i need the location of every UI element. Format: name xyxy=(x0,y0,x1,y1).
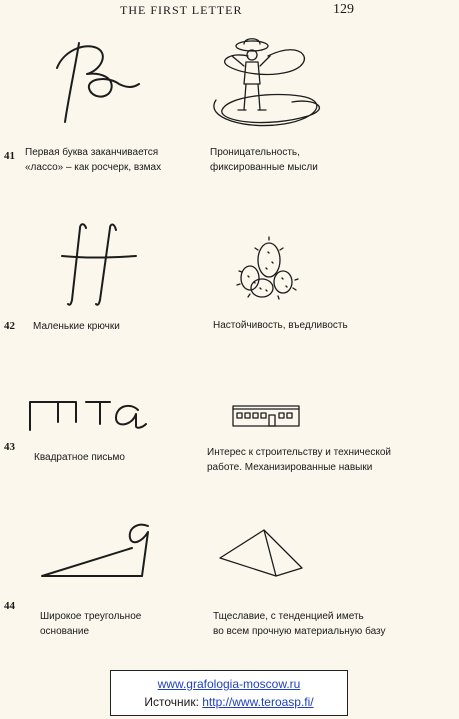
caption-line: Широкое треугольное xyxy=(40,611,142,622)
source-link[interactable]: http://www.teroasp.fi/ xyxy=(202,695,314,709)
entry-right-caption xyxy=(210,145,318,175)
caption-line: фиксированные мысли xyxy=(210,162,318,173)
caption-line: Квадратное письмо xyxy=(34,452,125,463)
letter-g-triangle-illustration xyxy=(38,520,158,582)
chapter-title: THE FIRST LETTER xyxy=(120,3,243,17)
entry-left-caption xyxy=(40,609,141,639)
entry-right-caption xyxy=(213,318,348,333)
caption-line: Первая буква заканчивается xyxy=(25,147,159,158)
page-header xyxy=(0,1,459,21)
building-illustration xyxy=(232,405,300,427)
cowboy-lasso-illustration xyxy=(208,38,333,138)
caption-line: Проницательность, xyxy=(210,147,300,158)
entry-left-caption xyxy=(25,145,161,175)
letter-h-hooks-illustration xyxy=(60,222,140,307)
letter-b-lasso-illustration xyxy=(55,40,145,130)
caption-line: Маленькие крючки xyxy=(33,321,120,332)
caption-line: Тщеславие, с тенденцией иметь xyxy=(213,611,364,622)
caption-line: основание xyxy=(40,626,90,637)
entry-number: 43 xyxy=(4,441,15,453)
caption-line: работе. Механизированные навыки xyxy=(207,462,373,473)
caption-line: «лассо» – как росчерк, взмах xyxy=(25,162,162,173)
source-label: Источник: xyxy=(144,695,199,709)
entry-number: 44 xyxy=(4,600,15,612)
entry-number: 42 xyxy=(4,320,15,332)
entry-left-caption xyxy=(34,450,125,465)
caption-line: во всем прочную материальную базу xyxy=(213,626,386,637)
entry-number: 41 xyxy=(4,150,15,162)
caption-line: Настойчивость, въедливость xyxy=(213,320,348,331)
entry-left-caption xyxy=(33,319,120,334)
entry-right-caption xyxy=(207,445,391,475)
source-box xyxy=(110,670,348,716)
square-writing-illustration xyxy=(28,396,153,436)
caption-line: Интерес к строительству и технической xyxy=(207,447,391,458)
cactus-illustration xyxy=(238,238,300,300)
page-number: 129 xyxy=(333,2,354,17)
site-link[interactable]: www.grafologia-moscow.ru xyxy=(157,677,301,691)
pyramid-illustration xyxy=(218,528,306,578)
entry-right-caption xyxy=(213,609,386,639)
